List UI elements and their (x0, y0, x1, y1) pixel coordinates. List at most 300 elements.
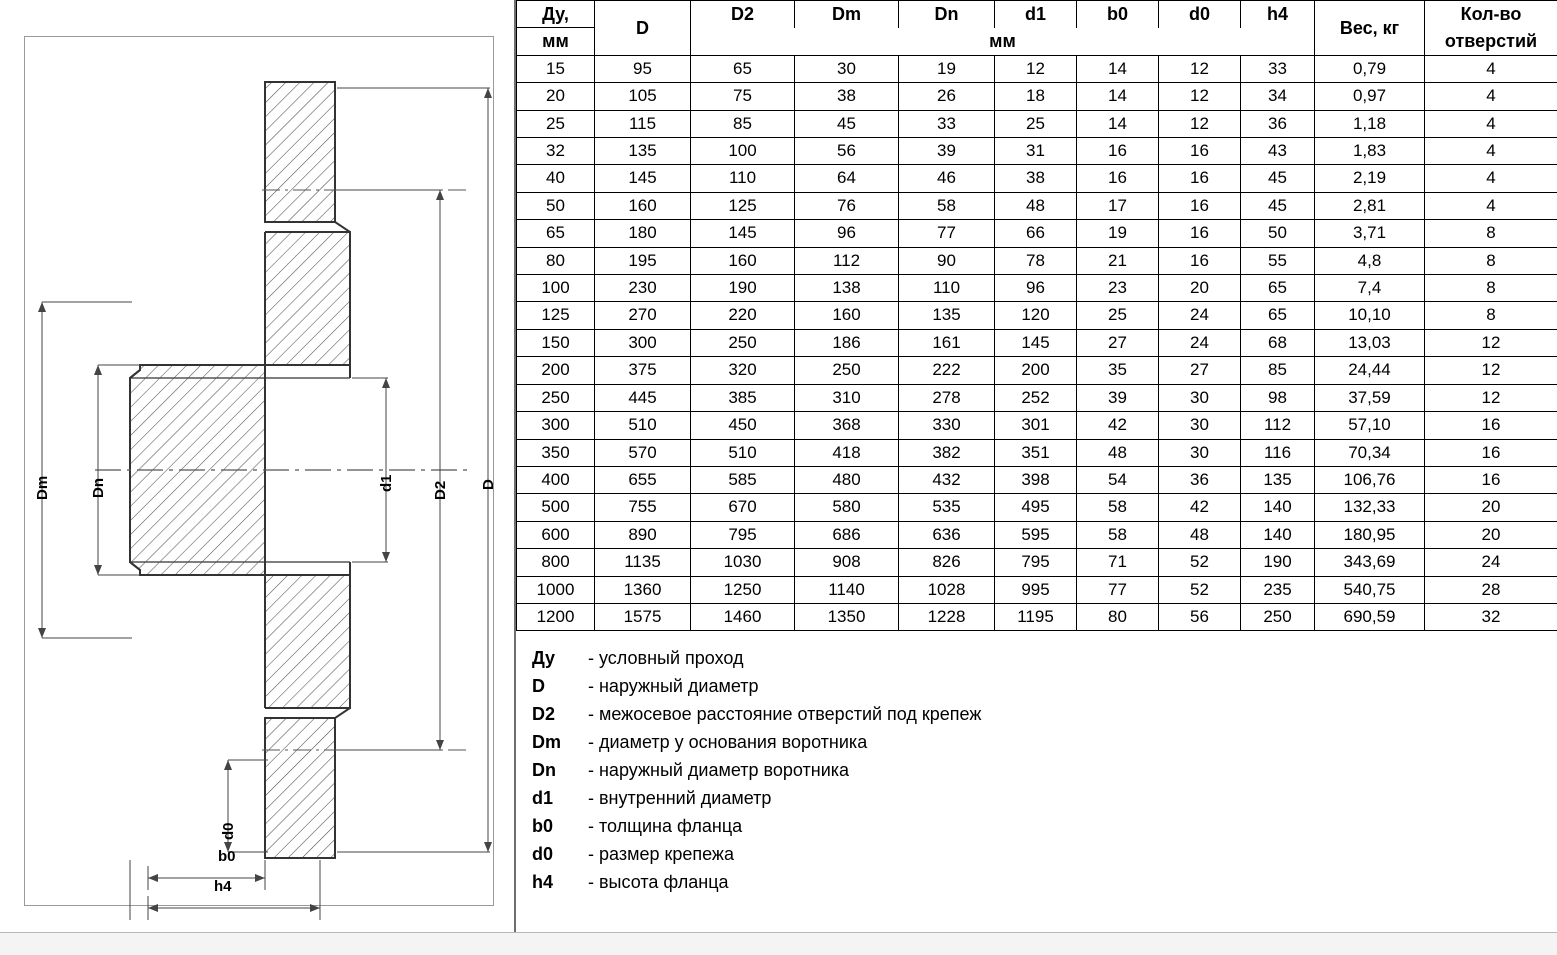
table-cell: 32 (1425, 603, 1557, 630)
legend-description: - наружный диаметр воротника (588, 760, 849, 781)
table-cell: 24 (1159, 329, 1241, 356)
table-cell: 30 (1159, 412, 1241, 439)
dim-label-b0: b0 (218, 848, 236, 865)
strip-seg-4 (1028, 933, 1557, 955)
table-row (517, 329, 1557, 356)
legend-description: - размер крепежа (588, 844, 734, 865)
table-cell: 46 (899, 165, 995, 192)
table-cell: 12 (1425, 357, 1557, 384)
table-cell: 50 (1241, 220, 1315, 247)
table-cell: 12 (1159, 83, 1241, 110)
table-cell: 66 (995, 220, 1077, 247)
table-cell: 1228 (899, 603, 995, 630)
table-cell: 65 (517, 220, 595, 247)
table-cell: 37,59 (1315, 384, 1425, 411)
table-cell: 690,59 (1315, 603, 1425, 630)
table-cell: 595 (995, 521, 1077, 548)
table-cell: 35 (1077, 357, 1159, 384)
table-cell: 20 (1159, 275, 1241, 302)
table-cell: 161 (899, 329, 995, 356)
table-cell: 908 (795, 549, 899, 576)
table-cell: 343,69 (1315, 549, 1425, 576)
table-cell: 7,4 (1315, 275, 1425, 302)
table-cell: 510 (595, 412, 691, 439)
table-cell: 4 (1425, 138, 1557, 165)
table-cell: 382 (899, 439, 995, 466)
table-cell: 495 (995, 494, 1077, 521)
table-row (517, 521, 1557, 548)
table-cell: 48 (1077, 439, 1159, 466)
table-cell: 145 (995, 329, 1077, 356)
flange-dimensions-table (516, 0, 1557, 631)
table-cell: 445 (595, 384, 691, 411)
table-cell: 385 (691, 384, 795, 411)
table-cell: 540,75 (1315, 576, 1425, 603)
table-cell: 112 (1241, 412, 1315, 439)
table-cell: 135 (899, 302, 995, 329)
dim-label-dn: Dn (90, 478, 107, 498)
table-row (517, 165, 1557, 192)
table-cell: 480 (795, 466, 899, 493)
table-cell: 76 (795, 192, 899, 219)
table-cell: 270 (595, 302, 691, 329)
table-cell: 510 (691, 439, 795, 466)
table-cell: 686 (795, 521, 899, 548)
table-row (517, 357, 1557, 384)
table-cell: 64 (795, 165, 899, 192)
legend-description: - толщина фланца (588, 816, 742, 837)
table-cell: 300 (517, 412, 595, 439)
table-cell: 24,44 (1315, 357, 1425, 384)
table-cell: 1460 (691, 603, 795, 630)
table-cell: 75 (691, 83, 795, 110)
table-cell: 30 (795, 55, 899, 82)
table-cell: 140 (1241, 494, 1315, 521)
table-cell: 48 (995, 192, 1077, 219)
table-row (517, 412, 1557, 439)
legend-description: - наружный диаметр (588, 676, 759, 697)
table-cell: 30 (1159, 384, 1241, 411)
dim-label-d1: d1 (378, 474, 395, 492)
table-cell: 2,19 (1315, 165, 1425, 192)
table-cell: 8 (1425, 302, 1557, 329)
specification-table-panel (516, 0, 1557, 636)
table-row (517, 439, 1557, 466)
table-cell: 1360 (595, 576, 691, 603)
table-cell: 85 (1241, 357, 1315, 384)
table-cell: 38 (795, 83, 899, 110)
col-header-dm: Dm (795, 1, 899, 28)
legend-item (516, 648, 1557, 676)
table-cell: 18 (995, 83, 1077, 110)
table-cell: 116 (1241, 439, 1315, 466)
table-cell: 145 (691, 220, 795, 247)
table-cell: 120 (995, 302, 1077, 329)
table-cell: 250 (1241, 603, 1315, 630)
table-cell: 180,95 (1315, 521, 1425, 548)
table-cell: 1028 (899, 576, 995, 603)
table-cell: 45 (1241, 192, 1315, 219)
table-cell: 1575 (595, 603, 691, 630)
table-cell: 34 (1241, 83, 1315, 110)
legend-description: - внутренний диаметр (588, 788, 771, 809)
legend-symbol: Dn (516, 760, 588, 781)
table-cell: 180 (595, 220, 691, 247)
col-header-du: Ду, (517, 1, 595, 28)
table-header-row-top (517, 1, 1557, 28)
table-cell: 65 (1241, 275, 1315, 302)
table-cell: 85 (691, 110, 795, 137)
table-row (517, 549, 1557, 576)
table-cell: 16 (1159, 165, 1241, 192)
table-cell: 432 (899, 466, 995, 493)
legend-description: - условный проход (588, 648, 744, 669)
table-cell: 39 (899, 138, 995, 165)
table-cell: 54 (1077, 466, 1159, 493)
table-cell: 19 (1077, 220, 1159, 247)
table-cell: 112 (795, 247, 899, 274)
table-cell: 12 (1425, 329, 1557, 356)
table-cell: 21 (1077, 247, 1159, 274)
table-cell: 20 (1425, 521, 1557, 548)
table-cell: 16 (1159, 138, 1241, 165)
table-cell: 95 (595, 55, 691, 82)
table-cell: 52 (1159, 576, 1241, 603)
strip-seg-3 (1004, 933, 1029, 955)
table-cell: 25 (517, 110, 595, 137)
table-cell: 252 (995, 384, 1077, 411)
table-cell: 570 (595, 439, 691, 466)
table-cell: 220 (691, 302, 795, 329)
table-cell: 535 (899, 494, 995, 521)
table-cell: 31 (995, 138, 1077, 165)
table-cell: 585 (691, 466, 795, 493)
table-cell: 3,71 (1315, 220, 1425, 247)
dim-label-h4: h4 (214, 878, 232, 895)
table-cell: 0,79 (1315, 55, 1425, 82)
col-header-weight: Вес, кг (1315, 1, 1425, 56)
table-cell: 55 (1241, 247, 1315, 274)
table-cell: 42 (1077, 412, 1159, 439)
table-cell: 15 (517, 55, 595, 82)
table-cell: 96 (795, 220, 899, 247)
col-header-mm-unit: мм (691, 28, 1315, 55)
table-cell: 230 (595, 275, 691, 302)
legend-description: - межосевое расстояние отверстий под крепеж (588, 704, 981, 725)
table-cell: 45 (795, 110, 899, 137)
table-cell: 500 (517, 494, 595, 521)
table-cell: 418 (795, 439, 899, 466)
table-cell: 250 (517, 384, 595, 411)
table-cell: 190 (1241, 549, 1315, 576)
table-cell: 195 (595, 247, 691, 274)
table-cell: 145 (595, 165, 691, 192)
table-cell: 65 (691, 55, 795, 82)
table-cell: 25 (995, 110, 1077, 137)
table-cell: 186 (795, 329, 899, 356)
bottom-strip (0, 932, 1557, 955)
table-cell: 100 (691, 138, 795, 165)
legend-item (516, 732, 1557, 760)
table-cell: 4 (1425, 165, 1557, 192)
table-cell: 235 (1241, 576, 1315, 603)
table-cell: 8 (1425, 275, 1557, 302)
legend-description: - высота фланца (588, 872, 729, 893)
legend-symbol: d1 (516, 788, 588, 809)
table-cell: 20 (1425, 494, 1557, 521)
table-cell: 400 (517, 466, 595, 493)
table-cell: 16 (1425, 412, 1557, 439)
table-cell: 1135 (595, 549, 691, 576)
table-cell: 200 (995, 357, 1077, 384)
table-row (517, 603, 1557, 630)
table-row (517, 384, 1557, 411)
table-cell: 50 (517, 192, 595, 219)
table-cell: 36 (1241, 110, 1315, 137)
table-cell: 450 (691, 412, 795, 439)
table-row (517, 302, 1557, 329)
legend-symbol: Ду (516, 648, 588, 669)
table-cell: 110 (899, 275, 995, 302)
table-cell: 77 (899, 220, 995, 247)
dim-label-d: D (480, 479, 497, 490)
table-cell: 655 (595, 466, 691, 493)
table-cell: 12 (1159, 110, 1241, 137)
legend-item (516, 760, 1557, 788)
table-cell: 106,76 (1315, 466, 1425, 493)
table-cell: 310 (795, 384, 899, 411)
col-header-h4: h4 (1241, 1, 1315, 28)
table-cell: 32 (517, 138, 595, 165)
table-cell: 1350 (795, 603, 899, 630)
legend-item (516, 872, 1557, 900)
col-header-d1: d1 (995, 1, 1077, 28)
table-cell: 138 (795, 275, 899, 302)
table-cell: 78 (995, 247, 1077, 274)
table-cell: 755 (595, 494, 691, 521)
table-row (517, 220, 1557, 247)
table-cell: 250 (795, 357, 899, 384)
table-cell: 16 (1077, 165, 1159, 192)
table-cell: 14 (1077, 55, 1159, 82)
table-cell: 1030 (691, 549, 795, 576)
legend-symbol: d0 (516, 844, 588, 865)
table-cell: 42 (1159, 494, 1241, 521)
table-row (517, 55, 1557, 82)
table-cell: 300 (595, 329, 691, 356)
table-cell: 19 (899, 55, 995, 82)
table-cell: 636 (899, 521, 995, 548)
col-header-d: D (595, 1, 691, 56)
table-cell: 14 (1077, 110, 1159, 137)
table-cell: 12 (1425, 384, 1557, 411)
table-cell: 132,33 (1315, 494, 1425, 521)
table-cell: 43 (1241, 138, 1315, 165)
table-cell: 160 (795, 302, 899, 329)
table-cell: 580 (795, 494, 899, 521)
table-cell: 27 (1159, 357, 1241, 384)
table-cell: 16 (1159, 220, 1241, 247)
legend-symbol: h4 (516, 872, 588, 893)
legend-item (516, 816, 1557, 844)
table-cell: 100 (517, 275, 595, 302)
table-cell: 25 (1077, 302, 1159, 329)
table-cell: 48 (1159, 521, 1241, 548)
table-cell: 16 (1077, 138, 1159, 165)
table-cell: 14 (1077, 83, 1159, 110)
dim-label-d2: D2 (432, 481, 449, 500)
table-cell: 995 (995, 576, 1077, 603)
strip-seg-2 (556, 933, 1005, 955)
table-cell: 1000 (517, 576, 595, 603)
table-cell: 58 (899, 192, 995, 219)
table-cell: 2,81 (1315, 192, 1425, 219)
legend-symbol: D (516, 676, 588, 697)
table-cell: 16 (1159, 247, 1241, 274)
table-cell: 160 (691, 247, 795, 274)
table-body (517, 55, 1557, 631)
col-header-holes-count-top: Кол-во (1425, 1, 1557, 28)
table-cell: 38 (995, 165, 1077, 192)
table-cell: 4,8 (1315, 247, 1425, 274)
table-cell: 150 (517, 329, 595, 356)
table-cell: 350 (517, 439, 595, 466)
table-cell: 1140 (795, 576, 899, 603)
table-cell: 52 (1159, 549, 1241, 576)
table-cell: 12 (1159, 55, 1241, 82)
table-cell: 200 (517, 357, 595, 384)
table-cell: 398 (995, 466, 1077, 493)
legend-item (516, 676, 1557, 704)
table-cell: 125 (517, 302, 595, 329)
table-cell: 16 (1425, 439, 1557, 466)
table-cell: 26 (899, 83, 995, 110)
table-cell: 135 (595, 138, 691, 165)
table-row (517, 466, 1557, 493)
table-cell: 4 (1425, 55, 1557, 82)
table-cell: 115 (595, 110, 691, 137)
legend-item (516, 704, 1557, 732)
table-cell: 33 (899, 110, 995, 137)
table-cell: 125 (691, 192, 795, 219)
table-cell: 90 (899, 247, 995, 274)
legend-symbol: Dm (516, 732, 588, 753)
table-cell: 4 (1425, 192, 1557, 219)
table-cell: 24 (1425, 549, 1557, 576)
table-row (517, 192, 1557, 219)
table-cell: 45 (1241, 165, 1315, 192)
table-cell: 190 (691, 275, 795, 302)
table-cell: 13,03 (1315, 329, 1425, 356)
table-row (517, 247, 1557, 274)
table-cell: 368 (795, 412, 899, 439)
table-cell: 28 (1425, 576, 1557, 603)
legend-item (516, 844, 1557, 872)
table-row (517, 576, 1557, 603)
table-cell: 56 (795, 138, 899, 165)
table-cell: 600 (517, 521, 595, 548)
col-header-d0: d0 (1159, 1, 1241, 28)
table-cell: 39 (1077, 384, 1159, 411)
table-cell: 16 (1425, 466, 1557, 493)
legend-item (516, 788, 1557, 816)
table-cell: 330 (899, 412, 995, 439)
col-header-d2: D2 (691, 1, 795, 28)
table-cell: 670 (691, 494, 795, 521)
table-cell: 278 (899, 384, 995, 411)
table-cell: 27 (1077, 329, 1159, 356)
legend-symbol: b0 (516, 816, 588, 837)
table-cell: 4 (1425, 83, 1557, 110)
col-header-du-unit: мм (517, 28, 595, 55)
legend-symbol: D2 (516, 704, 588, 725)
table-row (517, 275, 1557, 302)
table-row (517, 110, 1557, 137)
table-cell: 1200 (517, 603, 595, 630)
col-header-dn: Dn (899, 1, 995, 28)
table-cell: 40 (517, 165, 595, 192)
table-cell: 23 (1077, 275, 1159, 302)
table-cell: 96 (995, 275, 1077, 302)
table-cell: 135 (1241, 466, 1315, 493)
table-cell: 57,10 (1315, 412, 1425, 439)
table-cell: 58 (1077, 521, 1159, 548)
table-cell: 56 (1159, 603, 1241, 630)
table-cell: 105 (595, 83, 691, 110)
table-cell: 12 (995, 55, 1077, 82)
table-cell: 98 (1241, 384, 1315, 411)
strip-seg-1 (0, 933, 557, 955)
table-cell: 10,10 (1315, 302, 1425, 329)
dim-label-d0: d0 (220, 822, 237, 840)
table-cell: 795 (691, 521, 795, 548)
flange-cross-section-drawing (0, 0, 516, 932)
table-cell: 8 (1425, 247, 1557, 274)
table-row (517, 494, 1557, 521)
table-cell: 140 (1241, 521, 1315, 548)
legend-description: - диаметр у основания воротника (588, 732, 867, 753)
table-cell: 110 (691, 165, 795, 192)
table-cell: 36 (1159, 466, 1241, 493)
table-cell: 1250 (691, 576, 795, 603)
table-row (517, 83, 1557, 110)
table-cell: 320 (691, 357, 795, 384)
table-cell: 250 (691, 329, 795, 356)
table-cell: 58 (1077, 494, 1159, 521)
table-cell: 33 (1241, 55, 1315, 82)
table-cell: 70,34 (1315, 439, 1425, 466)
table-cell: 1,18 (1315, 110, 1425, 137)
table-cell: 301 (995, 412, 1077, 439)
table-cell: 160 (595, 192, 691, 219)
table-cell: 71 (1077, 549, 1159, 576)
table-cell: 4 (1425, 110, 1557, 137)
table-cell: 65 (1241, 302, 1315, 329)
table-cell: 826 (899, 549, 995, 576)
table-row (517, 138, 1557, 165)
table-cell: 795 (995, 549, 1077, 576)
table-cell: 8 (1425, 220, 1557, 247)
table-cell: 1,83 (1315, 138, 1425, 165)
table-cell: 351 (995, 439, 1077, 466)
table-cell: 80 (517, 247, 595, 274)
table-cell: 30 (1159, 439, 1241, 466)
table-cell: 20 (517, 83, 595, 110)
table-cell: 16 (1159, 192, 1241, 219)
dim-label-dm: Dm (34, 476, 51, 500)
table-cell: 1195 (995, 603, 1077, 630)
table-cell: 68 (1241, 329, 1315, 356)
